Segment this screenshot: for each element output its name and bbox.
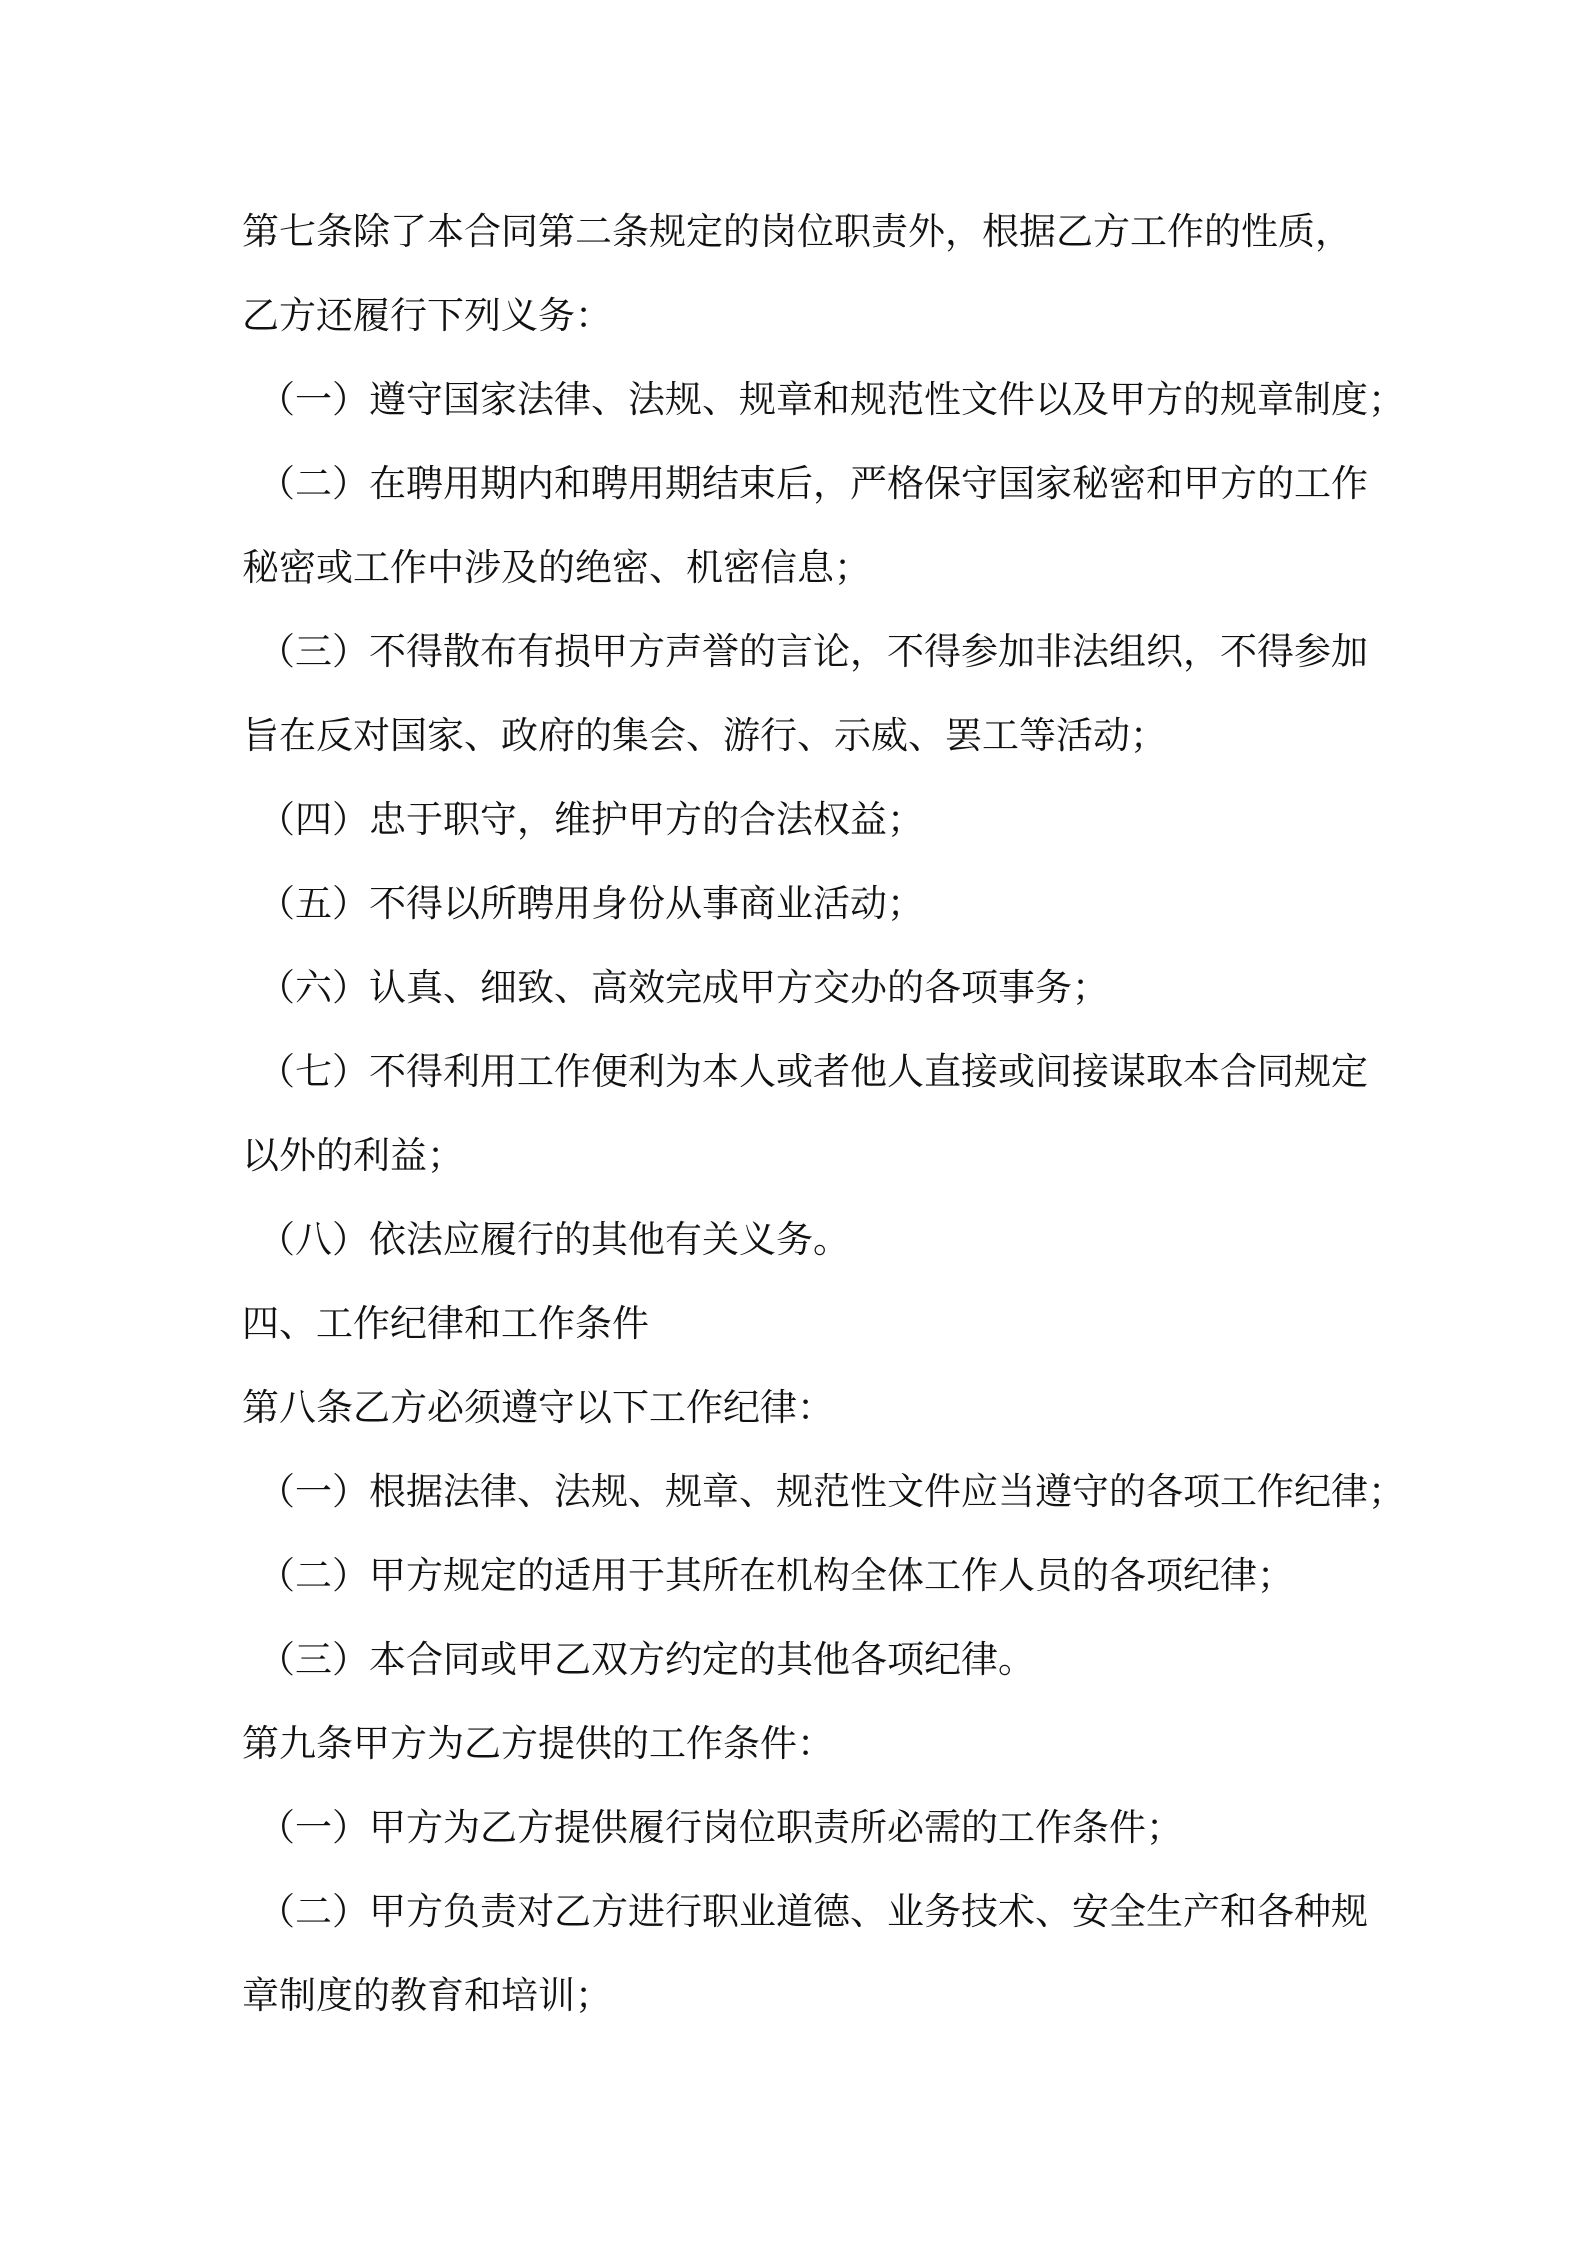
article-9-item-2-continued: 章制度的教育和培训；: [242, 1974, 612, 2017]
article-8-item-3: （三）本合同或甲乙双方约定的其他各项纪律。: [258, 1638, 1035, 1681]
article-7-item-4: （四）忠于职守，维护甲方的合法权益；: [258, 798, 924, 841]
article-7-item-3: （三）不得散布有损甲方声誉的言论，不得参加非法组织，不得参加: [258, 630, 1368, 673]
article-8-item-1: （一）根据法律、法规、规章、规范性文件应当遵守的各项工作纪律；: [258, 1470, 1405, 1513]
article-7-heading: 第七条除了本合同第二条规定的岗位职责外，根据乙方工作的性质，: [242, 210, 1352, 253]
article-7-item-2: （二）在聘用期内和聘用期结束后，严格保守国家秘密和甲方的工作: [258, 462, 1368, 505]
article-9-heading: 第九条甲方为乙方提供的工作条件：: [242, 1722, 834, 1765]
article-7-item-7: （七）不得利用工作便利为本人或者他人直接或间接谋取本合同规定: [258, 1050, 1368, 1093]
article-9-item-2: （二）甲方负责对乙方进行职业道德、业务技术、安全生产和各种规: [258, 1890, 1368, 1933]
article-7-item-2-continued: 秘密或工作中涉及的绝密、机密信息；: [242, 546, 871, 589]
article-7-item-6: （六）认真、细致、高效完成甲方交办的各项事务；: [258, 966, 1109, 1009]
section-4-heading: 四、工作纪律和工作条件: [242, 1302, 649, 1345]
article-7-item-7-continued: 以外的利益；: [242, 1134, 464, 1177]
article-8-item-2: （二）甲方规定的适用于其所在机构全体工作人员的各项纪律；: [258, 1554, 1294, 1597]
article-7-heading-continued: 乙方还履行下列义务：: [242, 294, 612, 337]
article-7-item-1: （一）遵守国家法律、法规、规章和规范性文件以及甲方的规章制度；: [258, 378, 1405, 421]
article-9-item-1: （一）甲方为乙方提供履行岗位职责所必需的工作条件；: [258, 1806, 1183, 1849]
article-8-heading: 第八条乙方必须遵守以下工作纪律：: [242, 1386, 834, 1429]
article-7-item-5: （五）不得以所聘用身份从事商业活动；: [258, 882, 924, 925]
article-7-item-8: （八）依法应履行的其他有关义务。: [258, 1218, 850, 1261]
document-body: [242, 190, 1405, 2038]
article-7-item-3-continued: 旨在反对国家、政府的集会、游行、示威、罢工等活动；: [242, 714, 1167, 757]
